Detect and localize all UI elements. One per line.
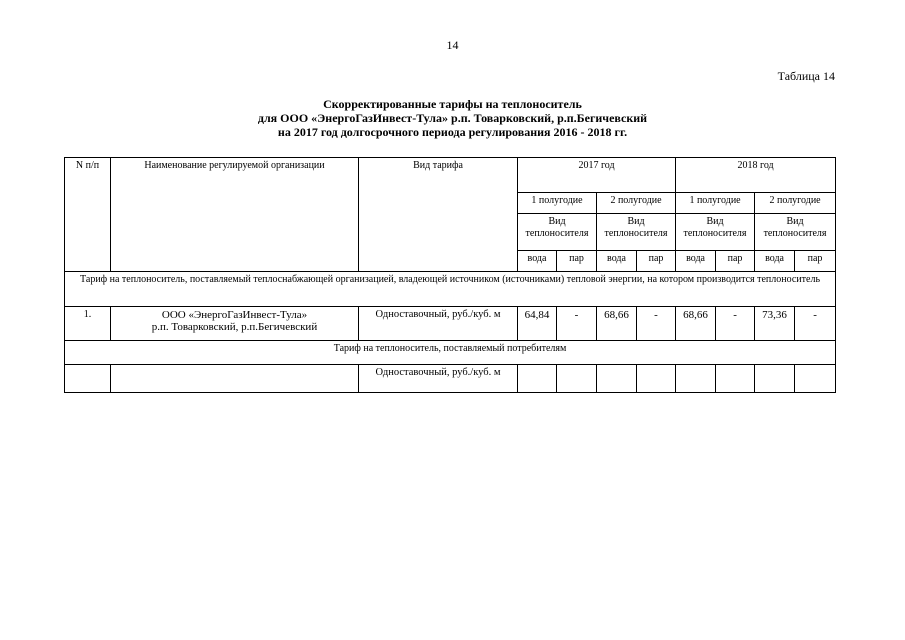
- tariff-value: [597, 365, 637, 393]
- section-row: [65, 272, 836, 307]
- row-number: 1.: [65, 307, 111, 341]
- tariff-value: [716, 365, 755, 393]
- header-carrier: вода: [518, 251, 557, 272]
- title-line-1: Скорректированные тарифы на теплоноситель: [323, 97, 582, 111]
- header-year-2018: 2018 год: [676, 158, 836, 193]
- tariff-value: -: [637, 307, 676, 341]
- header-carrier: пар: [795, 251, 836, 272]
- header-carrier-label: Вид теплоносителя: [755, 214, 836, 251]
- tariff-value: 68,66: [597, 307, 637, 341]
- header-org: Наименование регулируемой организации: [111, 158, 359, 272]
- header-carrier: вода: [755, 251, 795, 272]
- tariff-value: -: [716, 307, 755, 341]
- header-half-year: 2 полугодие: [597, 193, 676, 214]
- tariff-value: -: [557, 307, 597, 341]
- header-carrier: вода: [676, 251, 716, 272]
- tariff-value: [676, 365, 716, 393]
- header-carrier: вода: [597, 251, 637, 272]
- tariff-value: [557, 365, 597, 393]
- table-row: [65, 307, 836, 341]
- tariff-value: [755, 365, 795, 393]
- tariff-value: [795, 365, 836, 393]
- tariff-table: [64, 157, 836, 393]
- header-carrier: пар: [637, 251, 676, 272]
- title-line-2: для ООО «ЭнергоГазИнвест-Тула» р.п. Товарковский, р.п.Бегичевский: [257, 111, 648, 125]
- header-carrier-label: Вид теплоносителя: [518, 214, 597, 251]
- tariff-value: 73,36: [755, 307, 795, 341]
- header-year-2017: 2017 год: [518, 158, 676, 193]
- organization-name: [111, 365, 359, 393]
- header-carrier: пар: [557, 251, 597, 272]
- header-num: N п/п: [65, 158, 111, 272]
- organization-name: [111, 307, 359, 341]
- section-title: Тариф на теплоноситель, поставляемый теплоснабжающей организацией, владеющей источником (источниками) тепловой энергии, на котором производится теплоноситель: [65, 272, 836, 307]
- page-number: 14: [446, 38, 459, 52]
- organization-line: ООО «ЭнергоГазИнвест-Тула»: [161, 309, 308, 321]
- header-carrier-label: Вид теплоносителя: [597, 214, 676, 251]
- section-row: [65, 341, 836, 365]
- header-kind: Вид тарифа: [359, 158, 518, 272]
- header-half-year: 2 полугодие: [755, 193, 836, 214]
- row-number: [65, 365, 111, 393]
- tariff-value: 68,66: [676, 307, 716, 341]
- title-line-3: на 2017 год долгосрочного периода регулирования 2016 - 2018 гг.: [277, 125, 628, 139]
- header-carrier: пар: [716, 251, 755, 272]
- table-label: Таблица 14: [777, 69, 835, 83]
- header-half-year: 1 полугодие: [518, 193, 597, 214]
- section-title: Тариф на теплоноситель, поставляемый потребителям: [65, 341, 836, 365]
- tariff-value: -: [795, 307, 836, 341]
- tariff-kind: Одноставочный, руб./куб. м: [359, 365, 518, 393]
- document-title: [0, 97, 905, 139]
- tariff-kind: Одноставочный, руб./куб. м: [359, 307, 518, 341]
- header-carrier-label: Вид теплоносителя: [676, 214, 755, 251]
- organization-line: р.п. Товарковский, р.п.Бегичевский: [151, 321, 318, 333]
- table-row: [65, 365, 836, 393]
- tariff-value: [518, 365, 557, 393]
- tariff-value: 64,84: [518, 307, 557, 341]
- header-row-years: [65, 158, 836, 193]
- tariff-value: [637, 365, 676, 393]
- header-half-year: 1 полугодие: [676, 193, 755, 214]
